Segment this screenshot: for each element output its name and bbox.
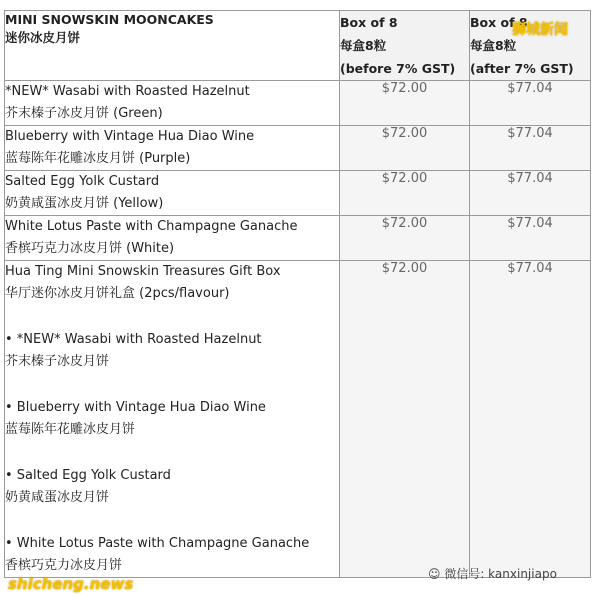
price-after-gst: $77.04 xyxy=(470,81,591,126)
item-cell xyxy=(5,216,340,261)
item-name-en: White Lotus Paste with Champagne Ganache xyxy=(5,219,298,234)
header-row xyxy=(5,11,591,81)
title-en: MINI SNOWSKIN MOONCAKES xyxy=(5,12,214,27)
mooncake-price-table xyxy=(4,10,591,578)
item-name-cn: 奶黄咸蛋冰皮月饼 (Yellow) xyxy=(5,196,164,211)
gift-item-en: • *NEW* Wasabi with Roasted Hazelnut xyxy=(5,332,262,347)
table-row xyxy=(5,81,591,126)
before-gst-line2: 每盒8粒 xyxy=(340,38,387,53)
before-gst-header xyxy=(340,11,470,81)
gift-price-before-gst: $72.00 xyxy=(340,261,470,578)
price-before-gst: $72.00 xyxy=(340,216,470,261)
gift-price-after-gst: $77.04 xyxy=(470,261,591,578)
gift-name-cn: 华厅迷你冰皮月饼礼盒 (2pcs/flavour) xyxy=(5,286,230,301)
item-name-en: Salted Egg Yolk Custard xyxy=(5,174,160,189)
gift-item-cn: 香槟巧克力冰皮月饼 xyxy=(5,558,123,573)
item-name-cn: 香槟巧克力冰皮月饼 (White) xyxy=(5,241,175,256)
price-before-gst: $72.00 xyxy=(340,171,470,216)
item-name-en: Blueberry with Vintage Hua Diao Wine xyxy=(5,129,255,144)
gift-item-cn: 芥末榛子冰皮月饼 xyxy=(5,354,110,369)
item-cell xyxy=(5,81,340,126)
title-cn: 迷你冰皮月饼 xyxy=(5,30,81,45)
gift-item-en: • Blueberry with Vintage Hua Diao Wine xyxy=(5,400,266,415)
gift-name-en: Hua Ting Mini Snowskin Treasures Gift Box xyxy=(5,264,281,279)
price-before-gst: $72.00 xyxy=(340,81,470,126)
after-gst-line2: 每盒8粒 xyxy=(470,38,517,53)
watermark-bottom: shicheng.news xyxy=(8,575,134,593)
before-gst-line1: Box of 8 xyxy=(340,15,398,30)
table-row xyxy=(5,126,591,171)
wechat-icon: ☺ xyxy=(428,567,445,581)
wechat-id-text: 微信号: kanxinjiapo xyxy=(444,567,557,581)
gift-item-cn: 奶黄咸蛋冰皮月饼 xyxy=(5,490,110,505)
table-row xyxy=(5,216,591,261)
gift-box-cell xyxy=(5,261,340,578)
item-name-cn: 芥末榛子冰皮月饼 (Green) xyxy=(5,106,163,121)
gift-item-cn: 蓝莓陈年花雕冰皮月饼 xyxy=(5,422,136,437)
gift-item-en: • White Lotus Paste with Champagne Ganache xyxy=(5,536,310,551)
price-before-gst: $72.00 xyxy=(340,126,470,171)
item-cell xyxy=(5,171,340,216)
price-after-gst: $77.04 xyxy=(470,126,591,171)
before-gst-line3: (before 7% GST) xyxy=(340,61,456,76)
watermark-top: 狮城新闻 xyxy=(512,22,568,38)
table-row xyxy=(5,171,591,216)
item-cell xyxy=(5,126,340,171)
wechat-id xyxy=(428,565,557,582)
table-title xyxy=(5,11,340,81)
price-after-gst: $77.04 xyxy=(470,171,591,216)
after-gst-line1: Box of 8 xyxy=(470,15,528,30)
after-gst-line3: (after 7% GST) xyxy=(470,61,574,76)
price-after-gst: $77.04 xyxy=(470,216,591,261)
item-name-en: *NEW* Wasabi with Roasted Hazelnut xyxy=(5,84,250,99)
gift-box-row xyxy=(5,261,591,578)
item-name-cn: 蓝莓陈年花雕冰皮月饼 (Purple) xyxy=(5,151,191,166)
gift-item-en: • Salted Egg Yolk Custard xyxy=(5,468,171,483)
